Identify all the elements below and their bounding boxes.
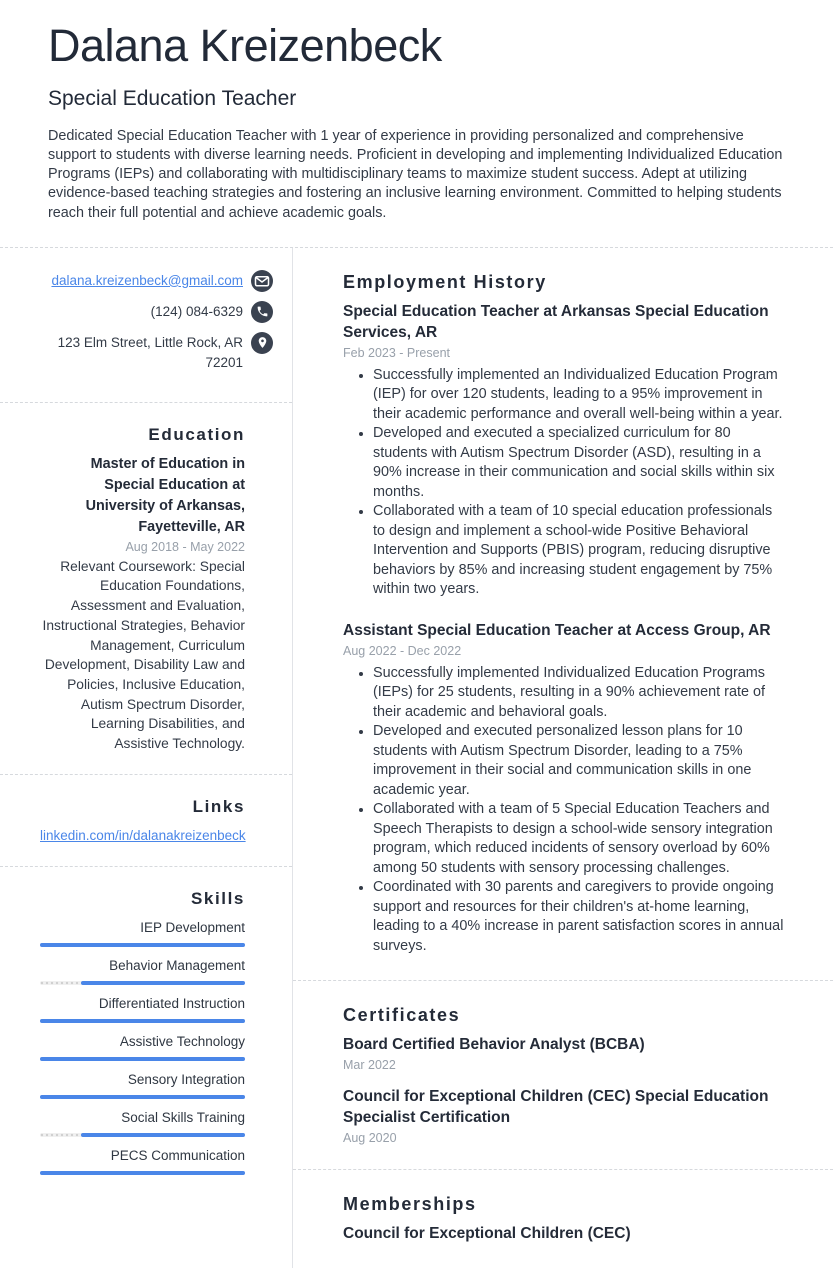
job-title: Assistant Special Education Teacher at Access Group, AR [343,621,771,639]
skill-progress-fill [40,1057,245,1061]
phone-icon [251,301,273,323]
bullet-item: • Coordinated with 30 parents and caregivers to provide ongoing support and resources for their children's at-home learning, leading to a 40% increase in parent satisfaction scores in annual surveys. [373,878,785,956]
skill-progress-fill [40,943,245,947]
job-dates: Feb 2023 - Present [343,345,451,360]
sidebar [0,248,293,1268]
certificate-entry [343,1086,785,1145]
candidate-job-title: Special Education Teacher [48,86,297,110]
skill-progress-track [40,1057,245,1061]
skill-progress-track [40,1133,245,1137]
skill-item [40,1108,245,1137]
contact-address-row [40,332,273,373]
bullet-item: • Successfully implemented an Individualized Education Program (IEP) for over 120 students, leading to a 95% improvement in their academic performance and overall well-being within a year. [373,366,785,425]
main-column [293,248,833,1268]
skill-label: Differentiated Instruction [98,995,245,1011]
email-link[interactable]: dalana.kreizenbeck@gmail.com [51,272,243,288]
profile-summary: Dedicated Special Education Teacher with 1 year of experience in providing personalized and comprehensive support to students with diverse learning needs. Proficient in developing and implementing Individualized Education Programs (IEPs) and collaborating with multidisciplinary teams to maximize student success. Adept at utilizing evidence-based teaching strategies and fostering an inclusive learning environment. Committed to helping students reach their full potential and achieve academic goals. [48,127,783,221]
education-degree: Master of Education in Special Education at University of Arkansas, Fayetteville, AR [85,455,245,535]
contact-section [0,248,292,402]
skills-heading: Skills [190,888,245,908]
skill-item [40,918,245,947]
skill-label: Assistive Technology [119,1033,245,1049]
skill-progress-fill [40,1171,245,1175]
job-title: Special Education Teacher at Arkansas Special Education Services, AR [343,302,769,341]
skill-label: Social Skills Training [121,1109,245,1125]
skill-item [40,1032,245,1061]
skill-label: PECS Communication [110,1147,245,1163]
skill-progress-fill [81,1133,245,1137]
certificate-date: Aug 2020 [343,1131,397,1146]
skill-progress-track [40,1095,245,1099]
skill-progress-fill [40,1019,245,1023]
education-section [0,402,292,774]
bullet-item: • Collaborated with a team of 5 Special Education Teachers and Speech Therapists to design a school-wide sensory integration program, which reduced incidents of sensory overload by 60% among 50 students with sensory processing challenges. [373,800,785,878]
bullet-item: • Collaborated with a team of 10 special education professionals to design and implement a school-wide Positive Behavioral Intervention and Supports (PBIS) program, reducing disruptive behaviors by 85% and increasing student engagement by 75% within two years. [373,502,785,600]
location-pin-icon [251,332,273,354]
employment-history-section [293,248,833,981]
skill-label: Sensory Integration [127,1071,245,1087]
candidate-name: Dalana Kreizenbeck [48,20,442,71]
skill-item [40,1146,245,1175]
phone-number: (124) 084-6329 [150,303,243,319]
skill-progress-fill [40,1095,245,1099]
resume-header [0,0,833,247]
contact-phone-row [40,301,273,323]
memberships-section [293,1169,833,1268]
membership-entry [343,1223,785,1244]
skill-item [40,956,245,985]
certificate-title: Council for Exceptional Children (CEC) Special Education Specialist Certification [343,1088,769,1127]
links-section [0,774,292,866]
certificate-date: Mar 2022 [343,1058,396,1073]
skill-item [40,1070,245,1099]
job-entry [343,620,785,957]
skill-progress-track [40,1171,245,1175]
skill-progress-track [40,981,245,985]
bullet-item: • Developed and executed a specialized curriculum for 80 students with Autism Spectrum Disorder (ASD), resulting in a 90% increase in their communication and social skills within six months. [373,424,785,502]
skill-label: IEP Development [140,919,245,935]
certificates-heading: Certificates [343,1005,461,1026]
skill-progress-track [40,943,245,947]
skills-section [0,866,292,1204]
skill-label: Behavior Management [109,957,245,973]
address-text: 123 Elm Street, Little Rock, AR 72201 [57,334,243,370]
skill-item [40,994,245,1023]
skill-progress-fill [81,981,245,985]
resume-body [0,247,833,1268]
bullet-item: • Successfully implemented Individualized Education Programs (IEPs) for 25 students, resulting in a 90% achievement rate of their academic and behavioral goals. [373,664,785,723]
job-entry [343,301,785,600]
links-heading: Links [192,796,245,816]
education-coursework: Relevant Coursework: Special Education Foundations, Assessment and Evaluation, Instructional Strategies, Behavior Management, Curriculum Development, Disability Law and Policies, Inclusive Education, Autism Spectrum Disorder, Learning Disabilities, and Assistive Technology. [42,558,245,752]
link-item [40,826,245,846]
membership-title: Council for Exceptional Children (CEC) [343,1225,631,1243]
job-bullet-list [343,664,785,957]
education-heading: Education [148,424,245,444]
bullet-item: • Developed and executed personalized lesson plans for 10 students with Autism Spectrum Disorder, leading to a 75% improvement in their social and communication skills in one academic year. [373,722,785,800]
envelope-icon [251,270,273,292]
job-bullet-list [343,366,785,600]
skill-progress-track [40,1019,245,1023]
job-dates: Aug 2022 - Dec 2022 [343,643,462,658]
certificate-entry [343,1034,785,1072]
certificates-section [293,980,833,1169]
employment-history-heading: Employment History [343,271,547,292]
contact-email-row [40,270,273,292]
linkedin-link[interactable]: linkedin.com/in/dalanakreizenbeck [40,827,246,843]
memberships-heading: Memberships [343,1194,477,1215]
education-dates: Aug 2018 - May 2022 [125,539,245,554]
certificate-title: Board Certified Behavior Analyst (BCBA) [343,1036,645,1054]
